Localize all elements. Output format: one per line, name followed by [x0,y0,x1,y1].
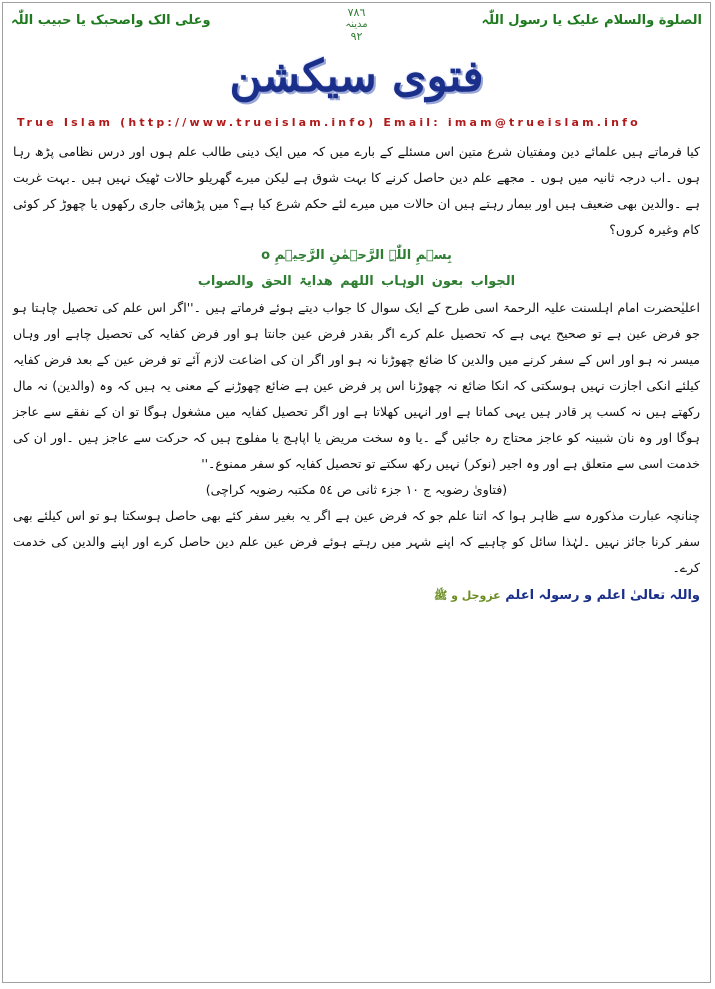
salutation-right: الصلوة والسلام علیک یا رسول اللّٰہ [481,13,702,28]
fatwa-content [13,139,700,611]
page-title: فتوی سیکشن [229,51,484,102]
closing-statement [13,581,700,611]
issue-sub: ٩٢ [350,30,363,43]
answer-body: اعلیٰحضرت امام اہلسنت علیہ الرحمۃ اسی طرح کے ایک سوال کا جواب دیتے ہوئے فرماتے ہیں ۔''اگر اس علم کی تحصیل چاہتا ہو جو فرض عین ہے تو صحیح یہی ہے کہ تحصیل علم کرے اگر بقدر فرض عین جانتا ہو اور فرض کفایہ کی تحصیل چاہے اور وہاں میسر نہ ہو اور اس کے سفر کرنے میں والدین کا ضائع چھوڑنا نہ ہو اور اگر ان کی اضاعت لازم آئے تو فرض عین کے بعد فرض کفایہ کیلئے انکی اجازت نہیں ہوسکتی کہ انکا ضائع نہ چھوڑنا اس پر فرض عین ہے ضائع چھوڑنے کے معنی یہ ہیں کہ وہ (والدین) نہ مال رکھتے ہیں نہ کسب پر قادر ہیں یہی کماتا ہے اور انہیں کھلاتا ہے اور اگر تحصیل کفایہ میں مشغول ہوگا تو ان کے نفقے سے عاجز ہوگا اور وہ نان شبینہ کو عاجز محتاج رہ جائیں گے ۔یا وہ سخت مریض یا اپاہج یا مفلوج ہیں کہ حرکت سے عاجز ہیں ۔اور ان کی خدمت اسی سے متعلق ہے اور وہ اجیر (نوکر) نہیں رکھ سکتے تو تحصیل کفایہ کو سفر ممنوع۔'' [13,300,700,471]
issue-number [345,7,367,43]
answer-heading: الجواب بعون الوہاب اللھم ھدایۃ الحق والصواب [197,274,516,289]
reference-citation: (فتاویٰ رضویہ ج ١٠ جزء ثانی ص ٥٤ مکتبہ رضویہ کراچی) [205,482,508,497]
issue-number-value: ٧٨٦ [347,6,366,19]
header-row [11,6,702,43]
question-text: کیا فرماتے ہیں علمائے دین ومفتیان شرع متین اس مسئلے کے بارے میں کہ میں ایک دینی طالب علم ہوں اور درس نظامی پڑھ رہا ہوں ۔اب درجہ ثانیہ میں ہوں ۔ مجھے علم دین حاصل کرنے کا بہت شوق ہے لیکن میرے گھریلو حالات ٹھیک نہیں ہیں ۔بہت غربت ہے ۔والدین بھی ضعیف ہیں اور بیمار رہتے ہیں ان حالات میں میرے لئے حکم شرع کیا ہے؟ میں پڑھائی جاری رکھوں یا چھوڑ کر کوئی کام وغیرہ کروں؟ [13,144,700,237]
bismillah: بِسۡمِ اللّٰہِ الرَّحۡمٰنِ الرَّحِیۡمِ o [261,248,452,263]
site-contact-line: True Islam (http://www.trueislam.info) Email: imam@trueislam.info [17,116,641,129]
closing-text: واللہ تعالیٰ اعلم و رسولہ اعلم [505,588,700,603]
conclusion-text: چنانچہ عبارت مذکورہ سے ظاہر ہوا کہ اتنا علم جو کہ فرض عین ہے اگر یہ بغیر سفر کئے بھی حاصل ہوسکتا ہو تو اس کیلئے بھی سفر کرنا جائز نہیں ۔لہٰذا سائل کو چاہیے کہ اپنے شہر میں رہتے ہوئے فرض عین علم دین حاصل کرے اور اپنے والدین کی خدمت کرے۔ [13,508,700,575]
document-page [2,2,711,983]
salutation-left: وعلی الک واصحبک یا حبیب اللّٰہ [11,13,211,28]
closing-seal: عزوجل و ﷺ [433,589,501,602]
issue-word: مدینہ [345,19,368,30]
